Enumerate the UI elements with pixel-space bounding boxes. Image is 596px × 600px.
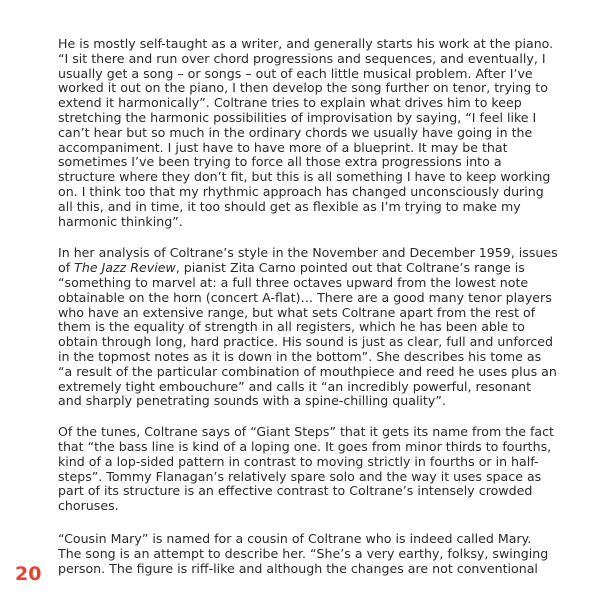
page-body: [58, 37, 558, 590]
paragraph-2-text-after: , pianist Zita Carno pointed out that Coltrane’s range is “something to marvel at: a full three octaves upward from the lowest note obtainable on the horn (concert A-flat)… There are a good many tenor players who have an extensive range, but what sets Coltrane apart from the rest of them is the equality of strength in all registers, which he has been able to obtain through long, hard practice. His sound is just as clear, full and unforced in the topmost notes as it is down in the bottom”. She describes his tome as “a result of the particular combination of mouthpiece and reed he uses plus an extremely tight embouchure” and calls it “an incredibly powerful, resonant and sharply penetrating sounds with a spine-chilling quality”.: [58, 260, 557, 409]
paragraph-2: [58, 246, 558, 409]
paragraph-4: “Cousin Mary” is named for a cousin of Coltrane who is indeed called Mary. The song is an attempt to describe her. “She’s a very earthy, folksy, swinging person. The figure is riff-like and although the changes are not conventional: [58, 530, 549, 576]
paragraph-3: Of the tunes, Coltrane says of “Giant Steps” that it gets its name from the fact that “the bass line is kind of a loping one. It goes from minor thirds to fourths, kind of a lop-sided pattern in contrast to moving strictly in fourths or in half-steps”. Tommy Flanagan’s relatively spare solo and the way it uses space as part of its structure is an effective contrast to Coltrane’s intensely crowded choruses.: [58, 424, 554, 514]
publication-title: The Jazz Review: [74, 260, 176, 276]
paragraph-1: He is mostly self-taught as a writer, and generally starts his work at the piano. “I sit there and run over chord progressions and sequences, and eventually, I usually get a song – or songs – out of each little musical problem. After I’ve worked it out on the piano, I then develop the song further on tenor, trying to extend it harmonically”. Coltrane tries to explain what drives him to keep stretching the harmonic possibilities of improvisation by saying, “I feel like I can’t hear but so much in the ordinary chords we usually have going in the accompaniment. I just have to have more of a blueprint. It may be that sometimes I’ve been trying to force all those extra progressions into a structure where they don’t fit, but this is all something I have to keep working on. I think too that my rhythmic approach has changed unconsciously during all this, and in time, it too should get as flexible as I’m trying to make my harmonic thinking”.: [58, 36, 554, 229]
paragraph-2-text-before: In her analysis of Coltrane’s style in the November and December 1959, issues of: [58, 245, 558, 276]
page-number: 20: [15, 563, 42, 585]
